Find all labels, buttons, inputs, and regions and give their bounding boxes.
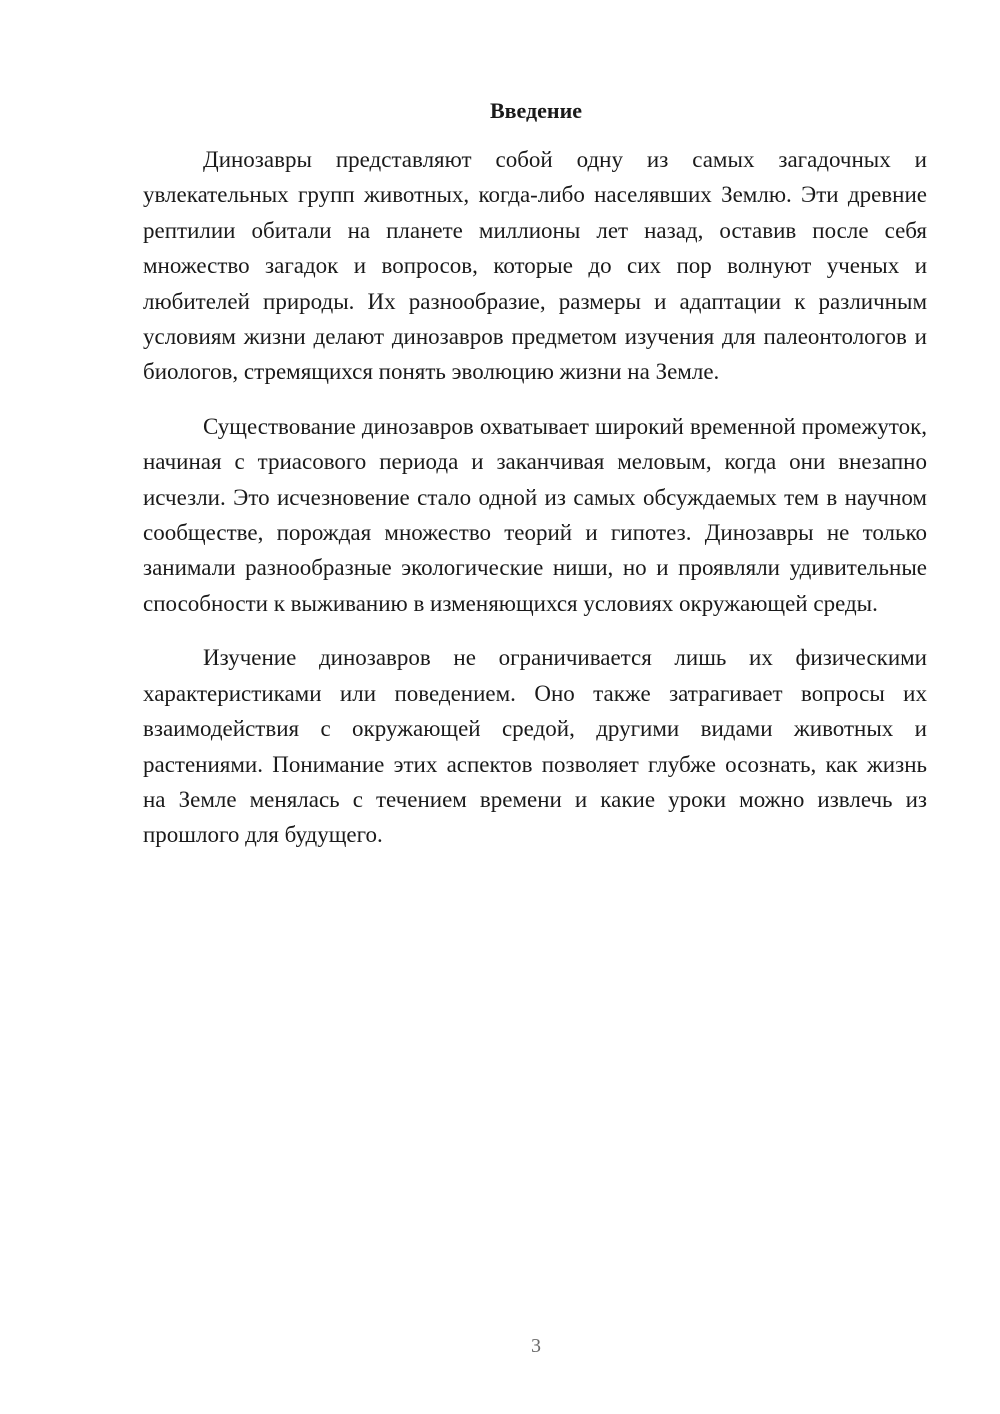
paragraph-1: Динозавры представляют собой одну из самых загадочных и увлекательных групп животных, когда-либо населявших Землю. Эти древние рептилии обитали на планете миллионы лет назад, оставив после себя множество загадок и вопросов, которые до сих пор волнуют ученых и любителей природы. Их разнообразие, размеры и адаптации к различным условиям жизни делают динозавров предметом изучения для палеонтологов и биологов, стремящихся понять эволюцию жизни на Земле. [143,147,927,385]
paragraph-2: Существование динозавров охватывает широкий временной промежуток, начиная с триасового периода и заканчивая меловым, когда они внезапно исчезли. Это исчезновение стало одной из самых обсуждаемых тем в научном сообществе, порождая множество теорий и гипотез. Динозавры не только занимали разнообразные экологические ниши, но и проявляли удивительные способности к выживанию в изменяющихся условиях окружающей среды. [143,413,927,616]
paragraph-3: Изучение динозавров не ограничивается лишь их физическими характеристиками или поведением. Оно также затрагивает вопросы их взаимодействия с окружающей средой, другими видами животных и растениями. Понимание этих аспектов позволяет глубже осознать, как жизнь на Земле менялась с течением времени и какие уроки можно извлечь из прошлого для будущего. [143,645,927,848]
page-number: 3 [531,1335,541,1357]
body-text [143,142,927,853]
section-heading: Введение [489,98,583,123]
